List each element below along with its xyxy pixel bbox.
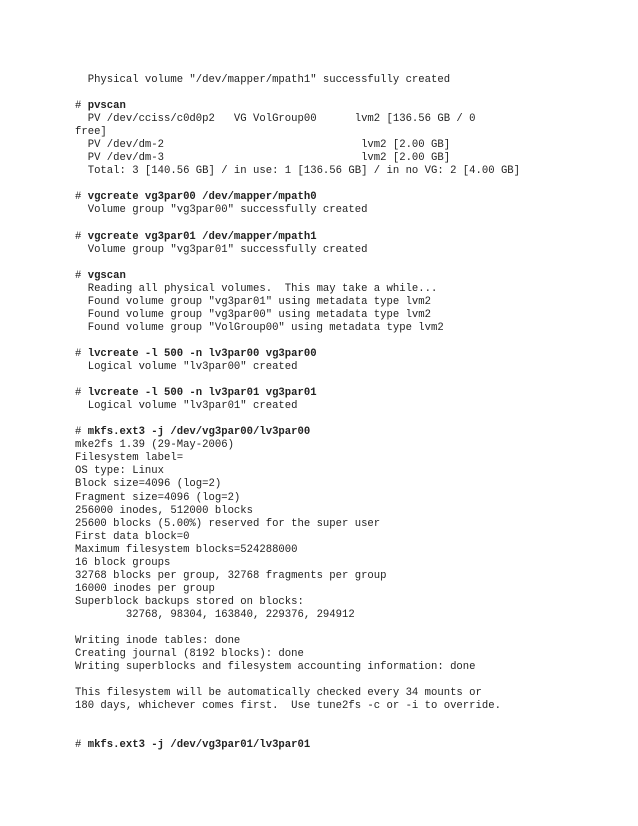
output-line: Found volume group "vg3par01" using metadata type lvm2 bbox=[75, 295, 432, 308]
output-line: PV /dev/dm-2 lvm2 [2.00 GB] bbox=[75, 139, 451, 152]
output-line: Volume group "vg3par00" successfully created bbox=[75, 204, 368, 217]
block-separator bbox=[75, 257, 595, 270]
command-text: mkfs.ext3 -j /dev/vg3par01/lv3par01 bbox=[87, 739, 311, 752]
shell-prompt: # bbox=[75, 347, 88, 360]
block-separator bbox=[75, 413, 595, 426]
output-line: 32768 blocks per group, 32768 fragments per group bbox=[75, 569, 387, 582]
output-line: PV /dev/dm-3 lvm2 [2.00 GB] bbox=[75, 152, 451, 165]
output-line: mke2fs 1.39 (29-May-2006) bbox=[75, 439, 234, 452]
output-line: free] bbox=[75, 126, 107, 139]
output-line: Found volume group "VolGroup00" using metadata type lvm2 bbox=[75, 321, 444, 334]
output-line: Writing inode tables: done bbox=[75, 635, 241, 648]
output-line: Block size=4096 (log=2) bbox=[75, 478, 222, 491]
output-line: PV /dev/cciss/c0d0p2 VG VolGroup00 lvm2 [136.56 GB / 0 bbox=[75, 113, 476, 126]
shell-prompt: # bbox=[75, 100, 88, 113]
output-line: 16000 inodes per group bbox=[75, 582, 215, 595]
command-line bbox=[75, 426, 595, 439]
output-line: 32768, 98304, 163840, 229376, 294912 bbox=[75, 608, 355, 621]
block-separator bbox=[75, 218, 595, 231]
command-block bbox=[75, 387, 595, 413]
output-block bbox=[75, 687, 595, 713]
output-line: 256000 inodes, 512000 blocks bbox=[75, 504, 254, 517]
output-line: Logical volume "lv3par01" created bbox=[75, 400, 298, 413]
shell-prompt: # bbox=[75, 426, 88, 439]
output-line: Physical volume "/dev/mapper/mpath1" successfully created bbox=[75, 74, 451, 86]
shell-prompt: # bbox=[75, 230, 88, 243]
command-block bbox=[75, 100, 595, 178]
output-line: Found volume group "vg3par00" using metadata type lvm2 bbox=[75, 308, 432, 321]
output-line: Creating journal (8192 blocks): done bbox=[75, 648, 304, 661]
command-block bbox=[75, 426, 595, 622]
block-separator bbox=[75, 374, 595, 387]
terminal-transcript-document bbox=[75, 74, 595, 752]
output-line: First data block=0 bbox=[75, 530, 190, 543]
output-line: 16 block groups bbox=[75, 556, 171, 569]
output-block bbox=[75, 635, 595, 674]
output-line: Volume group "vg3par01" successfully created bbox=[75, 243, 368, 256]
output-line: Total: 3 [140.56 GB] / in use: 1 [136.56 GB] / in no VG: 2 [4.00 GB] bbox=[75, 165, 521, 178]
block-separator bbox=[75, 726, 595, 739]
output-line: 180 days, whichever comes first. Use tune2fs -c or -i to override. bbox=[75, 700, 501, 713]
output-line: Fragment size=4096 (log=2) bbox=[75, 491, 241, 504]
shell-prompt: # bbox=[75, 269, 88, 282]
command-line bbox=[75, 100, 595, 113]
command-text: pvscan bbox=[87, 100, 126, 113]
command-line bbox=[75, 387, 595, 400]
block-separator bbox=[75, 713, 595, 726]
output-line: Writing superblocks and filesystem accounting information: done bbox=[75, 661, 476, 674]
output-line: This filesystem will be automatically checked every 34 mounts or bbox=[75, 687, 482, 700]
command-line bbox=[75, 739, 595, 752]
command-text: mkfs.ext3 -j /dev/vg3par00/lv3par00 bbox=[87, 426, 311, 439]
command-block bbox=[75, 191, 595, 217]
command-block bbox=[75, 270, 595, 335]
output-line: Logical volume "lv3par00" created bbox=[75, 361, 298, 374]
output-line: Reading all physical volumes. This may take a while... bbox=[75, 282, 438, 295]
output-line: Superblock backups stored on blocks: bbox=[75, 595, 304, 608]
command-text: vgscan bbox=[87, 269, 126, 282]
output-line: 25600 blocks (5.00%) reserved for the super user bbox=[75, 517, 381, 530]
block-separator bbox=[75, 622, 595, 635]
command-block bbox=[75, 231, 595, 257]
shell-prompt: # bbox=[75, 739, 88, 752]
command-text: vgcreate vg3par01 /dev/mapper/mpath1 bbox=[87, 230, 317, 243]
output-line: OS type: Linux bbox=[75, 465, 165, 478]
command-text: vgcreate vg3par00 /dev/mapper/mpath0 bbox=[87, 191, 317, 204]
command-text: lvcreate -l 500 -n lv3par00 vg3par00 bbox=[87, 347, 317, 360]
output-line: Filesystem label= bbox=[75, 452, 184, 465]
output-line: Maximum filesystem blocks=524288000 bbox=[75, 543, 298, 556]
block-separator bbox=[75, 335, 595, 348]
command-block bbox=[75, 739, 595, 752]
output-block bbox=[75, 74, 595, 87]
block-separator bbox=[75, 87, 595, 100]
block-separator bbox=[75, 178, 595, 191]
command-line bbox=[75, 270, 595, 283]
command-line bbox=[75, 348, 595, 361]
shell-prompt: # bbox=[75, 191, 88, 204]
command-line bbox=[75, 191, 595, 204]
command-line bbox=[75, 231, 595, 244]
block-separator bbox=[75, 674, 595, 687]
command-block bbox=[75, 348, 595, 374]
shell-prompt: # bbox=[75, 387, 88, 400]
command-text: lvcreate -l 500 -n lv3par01 vg3par01 bbox=[87, 387, 317, 400]
